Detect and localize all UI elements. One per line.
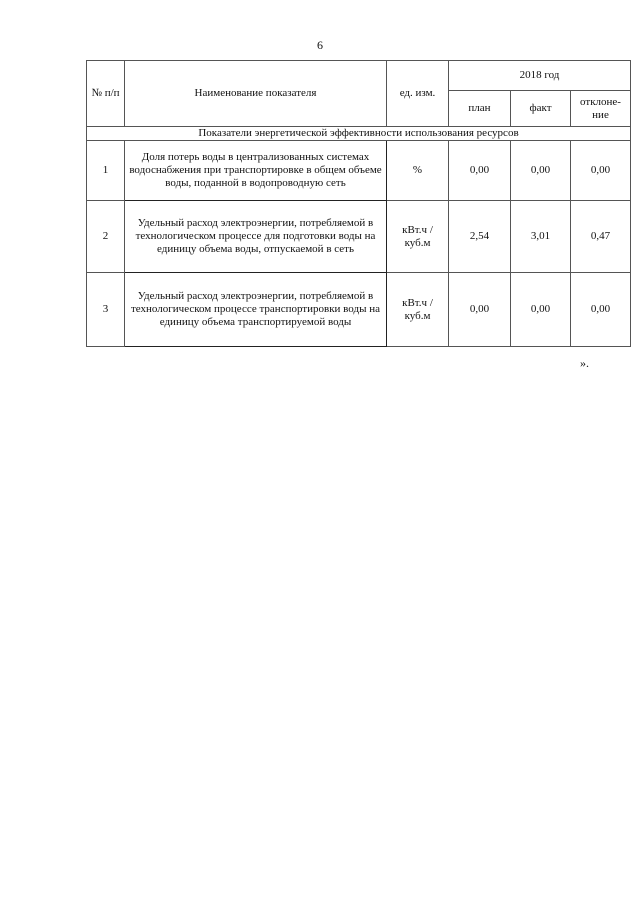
header-name: Наименование показателя [125, 61, 387, 127]
row-plan: 0,00 [449, 273, 511, 347]
header-year: 2018 год [449, 61, 631, 91]
row-fact: 3,01 [511, 201, 571, 273]
row-unit: кВт.ч / куб.м [387, 273, 449, 347]
group-title: Показатели энергетической эффективности использования ресурсов [87, 127, 631, 141]
header-num: № п/п [87, 61, 125, 127]
page-number: 6 [317, 38, 323, 52]
row-fact: 0,00 [511, 141, 571, 201]
header-fact: факт [511, 91, 571, 127]
table-row [87, 201, 631, 273]
header-deviation: отклоне-ние [571, 91, 631, 127]
row-unit: кВт.ч / куб.м [387, 201, 449, 273]
row-deviation: 0,00 [571, 273, 631, 347]
row-deviation: 0,47 [571, 201, 631, 273]
row-name: Удельный расход электроэнергии, потребляемой в технологическом процессе для подготовки воды на единицу объема воды, отпускаемой в сеть [125, 201, 387, 273]
row-num: 1 [87, 141, 125, 201]
row-plan: 2,54 [449, 201, 511, 273]
row-num: 3 [87, 273, 125, 347]
header-unit: ед. изм. [387, 61, 449, 127]
header-plan: план [449, 91, 511, 127]
row-unit: % [387, 141, 449, 201]
row-num: 2 [87, 201, 125, 273]
table-row [87, 141, 631, 201]
row-plan: 0,00 [449, 141, 511, 201]
closing-quote: ». [580, 356, 589, 370]
row-fact: 0,00 [511, 273, 571, 347]
indicators-table [86, 60, 631, 347]
row-name: Доля потерь воды в централизованных системах водоснабжения при транспортировке в общем объеме воды, поданной в водопроводную сеть [125, 141, 387, 201]
row-name: Удельный расход электроэнергии, потребляемой в технологическом процессе транспортировки воды на единицу объема транспортируемой воды [125, 273, 387, 347]
table-row [87, 273, 631, 347]
row-deviation: 0,00 [571, 141, 631, 201]
